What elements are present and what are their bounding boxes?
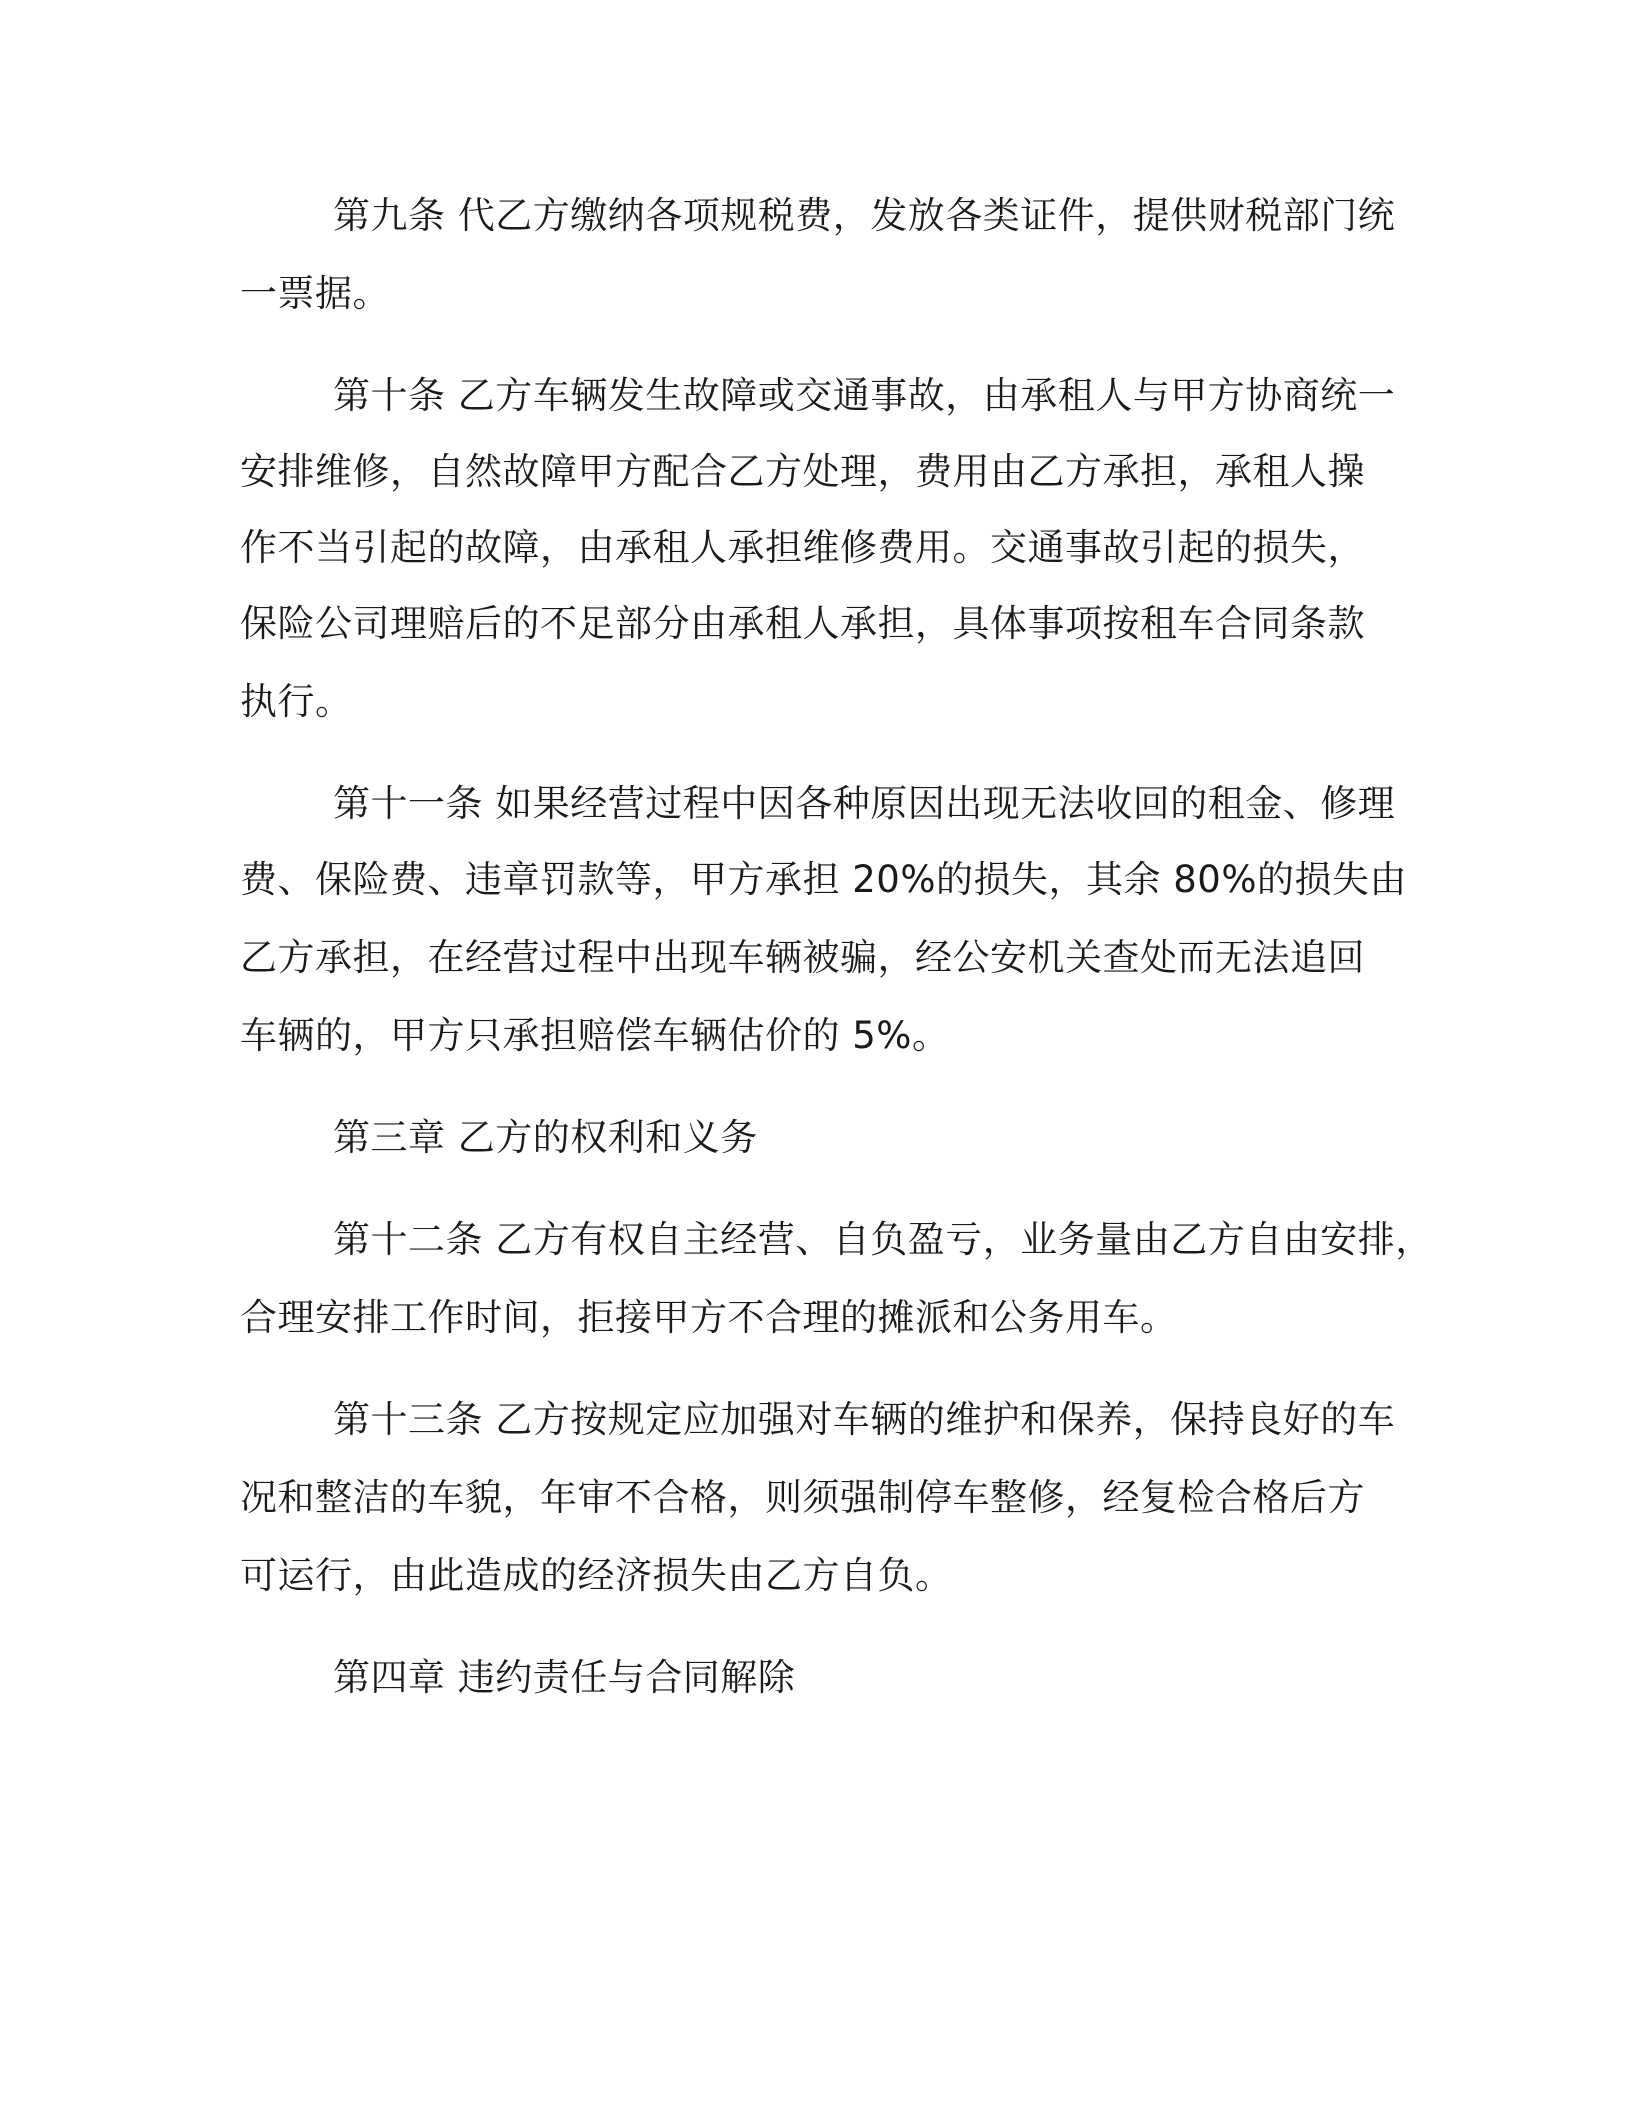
article-10-line-5: 执行。 <box>240 680 353 723</box>
article-13-line-2: 况和整洁的车貌，年审不合格，则须强制停车整修，经复检合格后方 <box>240 1476 1365 1519</box>
article-9-line-1: 第九条 代乙方缴纳各项规税费，发放各类证件，提供财税部门统 <box>333 194 1396 237</box>
article-12-line-2: 合理安排工作时间，拒接甲方不合理的摊派和公务用车。 <box>240 1296 1178 1339</box>
chapter-4-heading: 第四章 违约责任与合同解除 <box>333 1656 796 1699</box>
article-10-line-2: 安排维修，自然故障甲方配合乙方处理，费用由乙方承担，承租人操 <box>240 450 1365 493</box>
article-13-line-3: 可运行，由此造成的经济损失由乙方自负。 <box>240 1554 953 1597</box>
article-11-line-3: 乙方承担，在经营过程中出现车辆被骗，经公安机关查处而无法追回 <box>240 936 1365 979</box>
article-11-line-1: 第十一条 如果经营过程中因各种原因出现无法收回的租金、修理 <box>333 782 1396 825</box>
article-10-line-1: 第十条 乙方车辆发生故障或交通事故，由承租人与甲方协商统一 <box>333 374 1396 417</box>
article-13-line-1: 第十三条 乙方按规定应加强对车辆的维护和保养，保持良好的车 <box>333 1398 1396 1441</box>
article-11-line-4: 车辆的，甲方只承担赔偿车辆估价的 5%。 <box>240 1014 950 1057</box>
article-12-line-1: 第十二条 乙方有权自主经营、自负盈亏，业务量由乙方自由安排， <box>333 1218 1433 1261</box>
article-11-line-2: 费、保险费、违章罚款等，甲方承担 20%的损失，其余 80%的损失由 <box>240 858 1407 901</box>
article-9-line-2: 一票据。 <box>240 272 390 315</box>
chapter-3-heading: 第三章 乙方的权利和义务 <box>333 1116 758 1159</box>
article-10-line-3: 作不当引起的故障，由承租人承担维修费用。交通事故引起的损失， <box>240 526 1365 569</box>
article-10-line-4: 保险公司理赔后的不足部分由承租人承担，具体事项按租车合同条款 <box>240 602 1365 645</box>
